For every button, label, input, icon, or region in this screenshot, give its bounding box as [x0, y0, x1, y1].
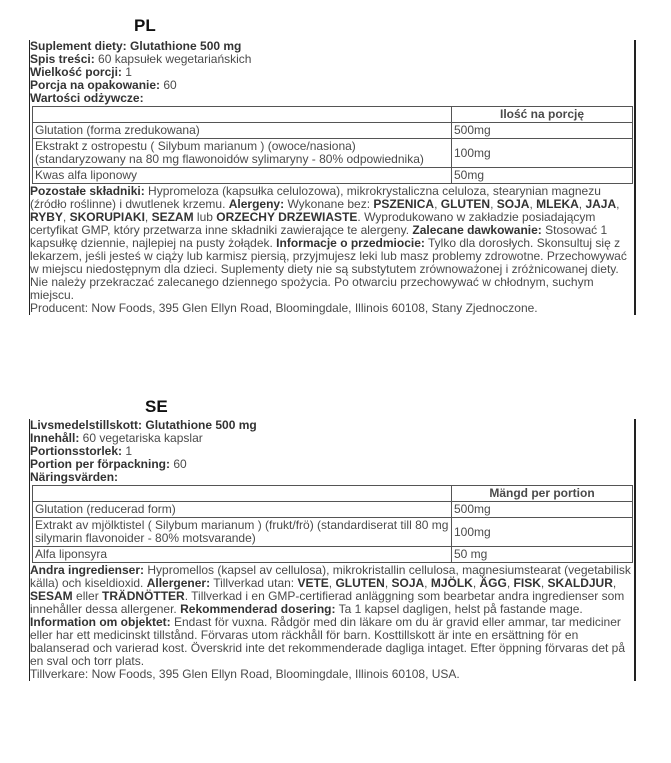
- allergens-intro: Wykonane bez:: [284, 197, 374, 211]
- product-title-label: Livsmedelstillskott:: [30, 419, 143, 432]
- other-ingredients-text: Hypromellos (kapsel av cellulosa), mikrokristallin cellulosa, magnesiumstearat (vegetabilisk källa) och kiseldioxid.: [30, 563, 631, 590]
- allergen-item: GLUTEN: [335, 576, 385, 590]
- label-block-pl: [29, 40, 636, 315]
- serving-label: Portionsstorlek:: [30, 445, 123, 458]
- section-title-pl: PL: [134, 16, 156, 35]
- info-label: Information om objektet:: [30, 615, 171, 629]
- allergens-tail: . Tillverkad i en GMP-certifierad anläggning som bearbetar andra ingredienser som innehåller dessa allergener.: [30, 589, 625, 616]
- servings-label: Porcja na opakowanie:: [30, 79, 161, 92]
- other-ingredients-text: Hypromeloza (kapsułka celulozowa), mikrokrystaliczna celuloza, stearynian magnezu (źródło roślinne) i dwutlenek krzemu.: [30, 184, 601, 211]
- contents-label: Spis treści:: [30, 53, 95, 66]
- contents-value: 60 vegetariska kapslar: [79, 432, 203, 445]
- other-ingredients-paragraph: Andra ingredienser: Hypromellos (kapsel av cellulosa), mikrokristallin cellulosa, magnesiumstearat (vegetabilisk källa) och kiseldioxid. Allergener: Tillverkad utan: VETE, GLUTEN, SOJA, MJÖLK, ÄGG, FISK, SKALDJUR, SESAM eller TRÄDNÖTTER. Tillverkad i en GMP-certifierad anläggning som bearbetar andra ingredienser som innehåller dessa allergener. Rekommenderad dosering: Ta 1 kapsel dagligen, helst på fastande mage. Information om objektet: Endast för vuxna. Rådgör med din läkare om du är gravid eller ammar, tar mediciner eller har ett medicinskt tillstånd. Förvaras utom räckhåll för barn. Kosttillskott är inte en ersättning för en balanserad och varierad kost. Överskrid inte det rekommenderade dagliga intaget. Efter öppning förvaras det på en sval och torr plats.: [30, 563, 631, 668]
- table-row: [33, 518, 633, 547]
- amount-header: Ilość na porcję: [452, 107, 633, 123]
- serving-value: 1: [121, 66, 132, 79]
- label-block-se: [29, 419, 636, 681]
- nutrition-line: [30, 92, 634, 105]
- allergen-item: TRÄDNÖTTER: [102, 589, 185, 603]
- ingredient-amount: 500mg: [452, 502, 633, 518]
- table-row: [33, 123, 633, 139]
- dosage-text: Stosować 1 kapsułkę dziennie, najlepiej na pusty żołądek.: [30, 223, 608, 250]
- info-text: Tylko dla dorosłych. Skonsultuj się z lekarzem, jeśli jesteś w ciąży lub karmisz piersią, przyjmujesz leki lub masz problemy zdrowotne. Przechowywać w miejscu niedostępnym dla dzieci. Suplementy diety nie są substytutem zrównoważonej i zróżnicowanej diety. Nie należy przekraczać zalecanego dziennego spożycia. Po otwarciu przechowywać w chłodnym, suchym miejscu.: [30, 236, 627, 302]
- producer-line: Producent: Now Foods, 395 Glen Ellyn Road, Bloomingdale, Illinois 60108, Stany Zjednoczone.: [30, 301, 538, 315]
- allergen-item: JAJA: [585, 197, 617, 211]
- nutrition-label: Näringsvärden:: [30, 471, 119, 484]
- servings-label: Portion per förpackning:: [30, 458, 171, 471]
- allergen-item: FISK: [513, 576, 541, 590]
- allergens-or: eller: [72, 589, 103, 603]
- table-header-empty: [33, 107, 452, 123]
- servings-line: [30, 458, 634, 471]
- contents-value: 60 kapsułek wegetariańskich: [94, 53, 252, 66]
- table-row: [33, 168, 633, 184]
- ingredient-amount: 100mg: [452, 518, 633, 547]
- table-row: [33, 139, 633, 168]
- allergen-item: SEZAM: [151, 210, 194, 224]
- product-title-value: Glutathione 500 mg: [142, 419, 257, 432]
- allergen-item: PSZENICA: [373, 197, 435, 211]
- info-label: Informacje o przedmiocie:: [276, 236, 425, 250]
- serving-label: Wielkość porcji:: [30, 66, 122, 79]
- allergen-item: SKORUPIAKI: [69, 210, 145, 224]
- allergens-tail: . Wyprodukowano w zakładzie posiadającym certyfikat GMP, który przetwarza inne składniki zawierające te alergeny.: [30, 210, 596, 237]
- contents-line: [30, 53, 634, 66]
- allergen-item: ORZECHY DRZEWIASTE: [216, 210, 358, 224]
- table-row: [33, 502, 633, 518]
- servings-value: 60: [170, 458, 187, 471]
- table-header-row: [33, 107, 633, 123]
- amount-header: Mängd per portion: [452, 486, 633, 502]
- nutrition-table: [32, 106, 633, 184]
- producer-line: Tillverkare: Now Foods, 395 Glen Ellyn Road, Bloomingdale, Illinois 60108, USA.: [30, 667, 460, 681]
- serving-line: [30, 445, 634, 458]
- ingredient-amount: 500mg: [452, 123, 633, 139]
- contents-label: Innehåll:: [30, 432, 80, 445]
- ingredient-name: Extrakt av mjölktistel ( Silybum marianum ) (frukt/frö) (standardiserat till 80 mg silymarin flavonoider - 80% motsvarande): [33, 518, 452, 547]
- table-header-row: [33, 486, 633, 502]
- info-text: Endast för vuxna. Rådgör med din läkare om du är gravid eller ammar, tar mediciner eller har ett medicinskt tillstånd. Förvaras utom räckhåll för barn. Kosttillskott är inte en ersättning för en balanserad och varierad kost. Överskrid inte det rekommenderade dagliga intaget. Efter öppning förvaras det på en sval och torr plats.: [30, 615, 626, 668]
- ingredient-amount: 100mg: [452, 139, 633, 168]
- other-ingredients-label: Pozostałe składniki:: [30, 184, 145, 198]
- allergen-item: MJÖLK: [430, 576, 473, 590]
- nutrition-line: [30, 471, 634, 484]
- allergen-item: VETE: [297, 576, 329, 590]
- table-header-empty: [33, 486, 452, 502]
- section-title-se: SE: [145, 397, 168, 416]
- allergen-item: ÄGG: [479, 576, 507, 590]
- allergen-item: SESAM: [30, 589, 73, 603]
- dosage-label: Rekommenderad dosering:: [180, 602, 336, 616]
- ingredient-amount: 50 mg: [452, 547, 633, 563]
- ingredient-name: Ekstrakt z ostropestu ( Silybum marianum ) (owoce/nasiona) (standaryzowany na 80 mg flawonoidów sylimaryny - 80% odpowiednika): [33, 139, 452, 168]
- allergens-or: lub: [193, 210, 217, 224]
- other-ingredients-label: Andra ingredienser:: [30, 563, 145, 577]
- other-ingredients-paragraph: Pozostałe składniki: Hypromeloza (kapsułka celulozowa), mikrokrystaliczna celuloza, stearynian magnezu (źródło roślinne) i dwutlenek krzemu. Alergeny: Wykonane bez: PSZENICA, GLUTEN, SOJA, MLEKA, JAJA, RYBY, SKORUPIAKI, SEZAM lub ORZECHY DRZEWIASTE. Wyprodukowano w zakładzie posiadającym certyfikat GMP, który przetwarza inne składniki zawierające te alergeny. Zalecane dawkowanie: Stosować 1 kapsułkę dziennie, najlepiej na pusty żołądek. Informacje o przedmiocie: Tylko dla dorosłych. Skonsultuj się z lekarzem, jeśli jesteś w ciąży lub karmisz piersią, przyjmujesz leki lub masz problemy zdrowotne. Przechowywać w miejscu niedostępnym dla dzieci. Suplementy diety nie są substytutem zrównoważonej i zróżnicowanej diety. Nie należy przekraczać zalecanego dziennego spożycia. Po otwarciu przechowywać w chłodnym, suchym miejscu.: [30, 184, 627, 302]
- allergen-item: MLEKA: [536, 197, 579, 211]
- nutrition-label: Wartości odżywcze:: [30, 92, 144, 105]
- allergen-item: RYBY: [30, 210, 63, 224]
- product-title-label: Suplement diety:: [30, 40, 127, 53]
- ingredient-name: Glutation (forma zredukowana): [33, 123, 452, 139]
- table-row: [33, 547, 633, 563]
- ingredient-name: Kwas alfa liponowy: [33, 168, 452, 184]
- product-title-line: [30, 40, 634, 53]
- servings-line: [30, 79, 634, 92]
- ingredient-amount: 50mg: [452, 168, 633, 184]
- nutrition-table: [32, 485, 633, 563]
- allergens-intro: Tillverkad utan:: [210, 576, 298, 590]
- ingredient-name: Alfa liponsyra: [33, 547, 452, 563]
- allergen-item: SKALDJUR: [547, 576, 613, 590]
- ingredient-name: Glutation (reducerad form): [33, 502, 452, 518]
- servings-value: 60: [160, 79, 177, 92]
- contents-line: [30, 432, 634, 445]
- allergens-label: Allergener:: [146, 576, 211, 590]
- serving-line: [30, 66, 634, 79]
- allergen-item: SOJA: [496, 197, 530, 211]
- product-title-value: Glutathione 500 mg: [126, 40, 242, 53]
- allergens-label: Alergeny:: [228, 197, 285, 211]
- product-title-line: [30, 419, 634, 432]
- dosage-text: Ta 1 kapsel dagligen, helst på fastande mage.: [335, 602, 583, 616]
- allergen-item: SOJA: [391, 576, 425, 590]
- dosage-label: Zalecane dawkowanie:: [412, 223, 542, 237]
- serving-value: 1: [122, 445, 133, 458]
- allergen-item: GLUTEN: [440, 197, 491, 211]
